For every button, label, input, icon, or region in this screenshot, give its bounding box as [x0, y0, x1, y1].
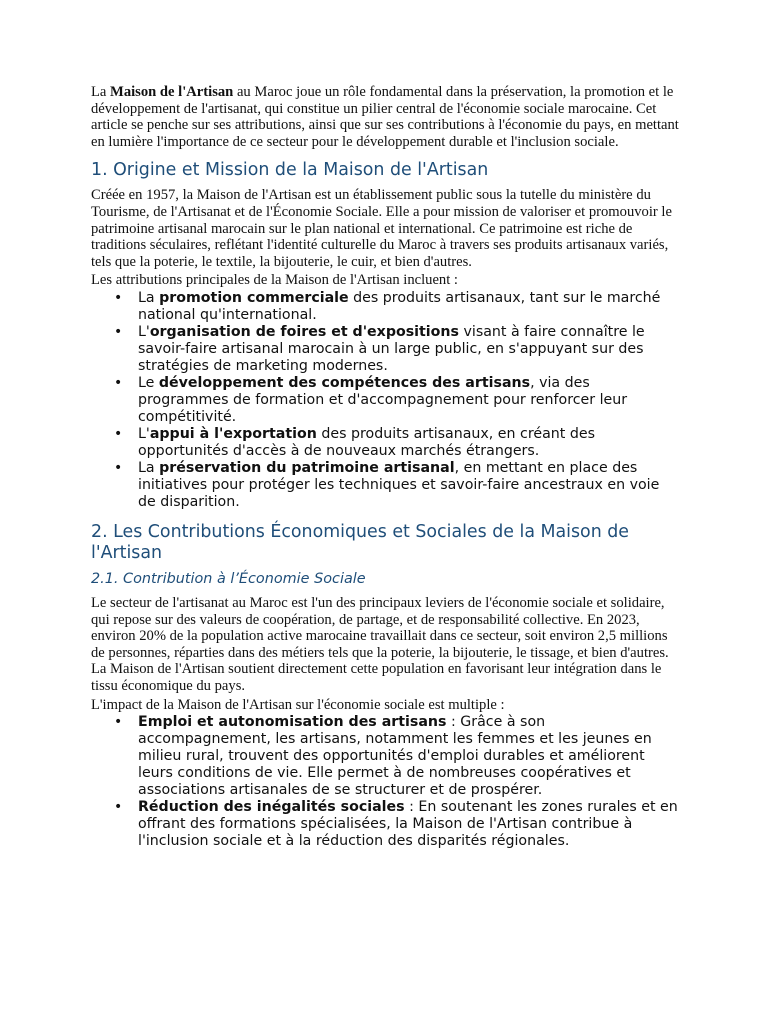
list-item [114, 374, 679, 426]
item-bold: préservation du patrimoine artisanal [159, 459, 455, 476]
item-text: : Grâce à son accompagnement, les artisans, notamment les femmes et les jeunes en milieu rural, trouvent des opportunités d'emploi durables et améliorent leurs conditions de vie. Elle permet à de nombreuses coopératives et associations artisanales de se structurer et de prospérer. [138, 714, 652, 799]
list-item [114, 799, 679, 850]
section-1-list [91, 290, 679, 511]
intro-text-rest: au Maroc joue un rôle fondamental dans la préservation, la promotion et le développement de l'artisanat, qui constitue un pilier central de l'économie sociale marocaine. Cet article se penche sur ses attributions, ainsi que sur ses contributions à l'économie du pays, en mettant en lumière l'importance de ce secteur pour le développement durable et l'inclusion sociale. [91, 84, 679, 150]
section-2-list-intro: L'impact de la Maison de l'Artisan sur l'économie sociale est multiple : [91, 696, 505, 713]
item-bold: Emploi et autonomisation des artisans [138, 714, 447, 731]
item-text: : En soutenant les zones rurales et en offrant des formations spécialisées, la Maison de l'Artisan contribue à l'inclusion sociale et à la réduction des disparités régionales. [138, 799, 678, 850]
bullet-icon: • [114, 289, 123, 306]
bullet-icon: • [114, 799, 123, 816]
list-item [114, 425, 679, 460]
item-prefix: L' [138, 323, 150, 340]
item-prefix: La [138, 289, 160, 306]
item-text: des produits artisanaux, tant sur le marché national qu'international. [138, 289, 661, 323]
list-item [114, 714, 679, 799]
bullet-icon: • [114, 459, 123, 476]
item-bold: Réduction des inégalités sociales [138, 799, 405, 816]
section-1-paragraph: Créée en 1957, la Maison de l'Artisan est un établissement public sous la tutelle du ministère du Tourisme, de l'Artisanat et de l'Économie Sociale. Elle a pour mission de valoriser et promouvoir le patrimoine artisanal marocain sur le plan national et international. Ce patrimoine est riche de traditions séculaires, reflétant l'identité culturelle du Maroc à travers ses produits artisanaux variés, tels que la poterie, le textile, la bijouterie, le cuir, et bien d'autres. [91, 187, 672, 270]
item-prefix: Le [138, 374, 159, 391]
item-text: , en mettant en place des initiatives pour protéger les techniques et savoir-faire ancestraux en voie de disparition. [138, 459, 660, 510]
bullet-icon: • [114, 425, 123, 442]
item-bold: développement des compétences des artisans [158, 374, 531, 391]
section-1-list-intro: Les attributions principales de la Maison de l'Artisan incluent : [91, 272, 458, 289]
list-item [114, 289, 679, 324]
section-2-paragraph: Le secteur de l'artisanat au Maroc est l'un des principaux leviers de l'économie sociale et solidaire, qui repose sur des valeurs de coopération, de partage, et de responsabilité collective. En 2023, environ 20% de la population active marocaine travaillait dans ce secteur, soit environ 2,5 millions de personnes, réparties dans des métiers tels que la poterie, la bijouterie, le tissage, et bien d'autres. La Maison de l'Artisan soutient directement cette population en favorisant leur intégration dans le tissu économique du pays. [91, 594, 669, 694]
item-bold: organisation de foires et d'expositions [149, 323, 459, 340]
item-text: , via des programmes de formation et d'accompagnement pour renforcer leur compétitivité. [138, 374, 628, 425]
item-bold: promotion commerciale [159, 289, 349, 306]
item-text: visant à faire connaître le savoir-faire artisanal marocain à un large public, en s'appuyant sur des stratégies de marketing modernes. [138, 323, 645, 374]
item-bold: appui à l'exportation [149, 425, 317, 442]
item-text: des produits artisanaux, en créant des opportunités d'accès à de nouveaux marchés étrangers. [138, 425, 595, 459]
item-prefix: L' [138, 425, 150, 442]
section-1-heading: 1. Origine et Mission de la Maison de l'Artisan [91, 160, 489, 181]
item-prefix: La [138, 459, 160, 476]
document-page [91, 84, 679, 850]
bullet-icon: • [114, 323, 123, 340]
intro-text-start: La [91, 84, 111, 100]
section-2-list [91, 714, 679, 850]
intro-paragraph [91, 84, 679, 150]
section-2-heading: 2. Les Contributions Économiques et Sociales de la Maison de l'Artisan [91, 521, 629, 563]
bullet-icon: • [114, 374, 123, 391]
section-2-1-subheading: 2.1. Contribution à l’Économie Sociale [91, 570, 366, 587]
list-item [114, 323, 679, 375]
bullet-icon: • [114, 714, 123, 731]
list-item [114, 459, 679, 511]
intro-bold-term: Maison de l'Artisan [110, 84, 234, 100]
